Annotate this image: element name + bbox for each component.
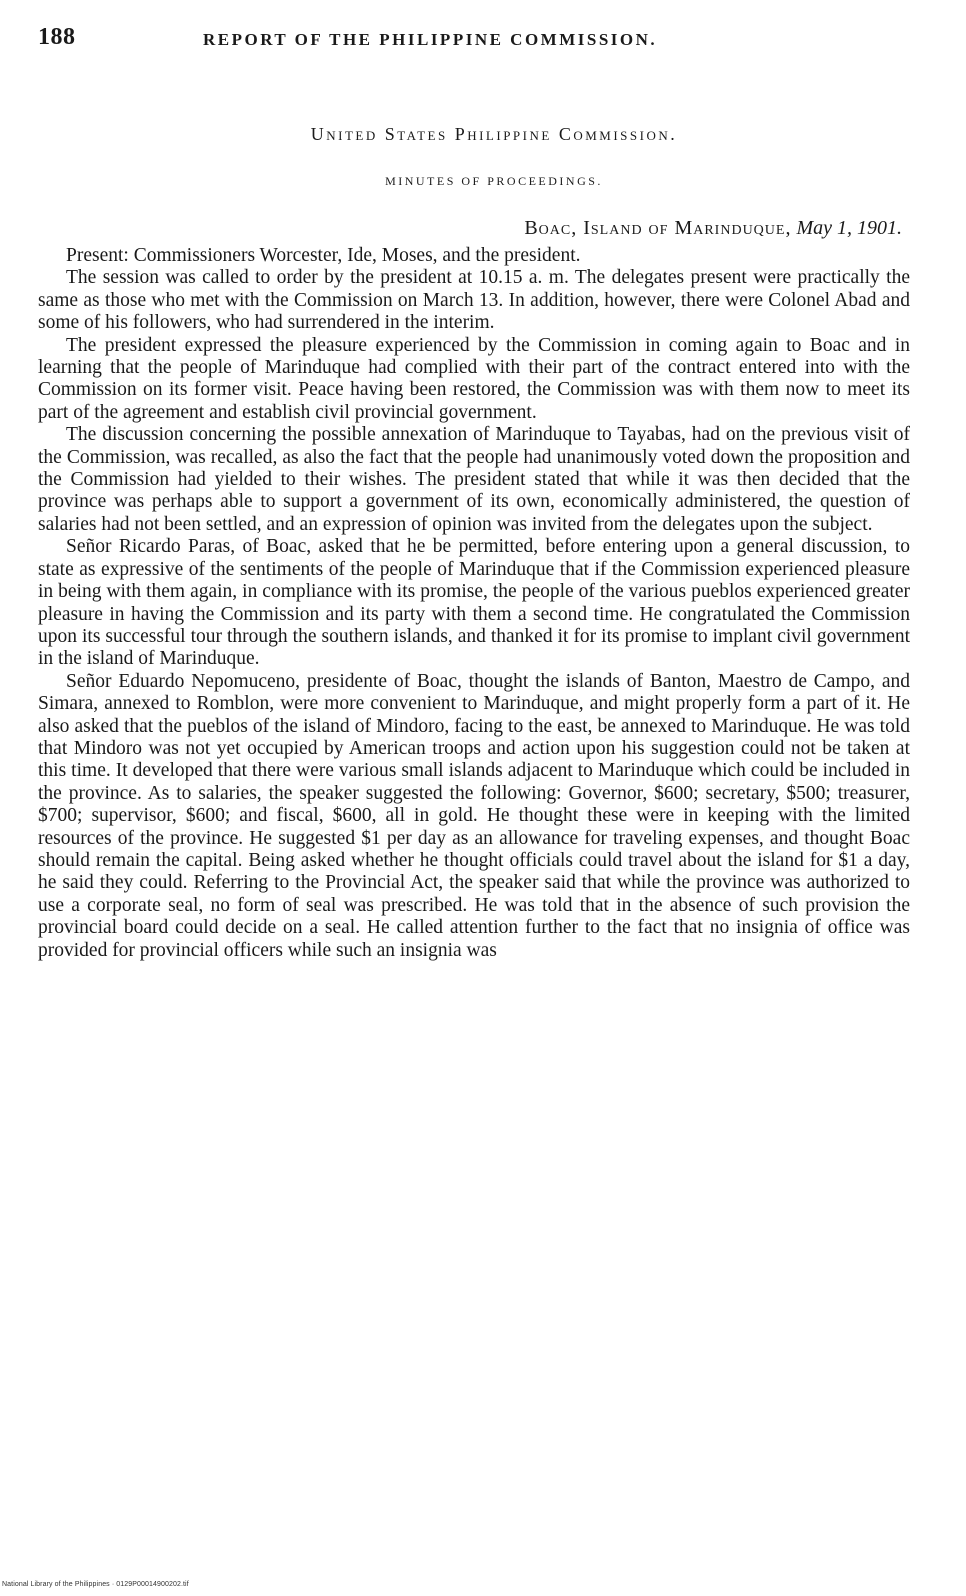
source-note: National Library of the Philippines · 0129P00014900202.tif bbox=[2, 1581, 189, 1588]
page-number: 188 bbox=[38, 24, 76, 50]
paragraph-present: Present: Commissioners Worcester, Ide, Moses, and the president. bbox=[66, 245, 581, 266]
running-title: REPORT OF THE PHILIPPINE COMMISSION. bbox=[203, 30, 658, 49]
body-text bbox=[38, 245, 910, 962]
minutes-title: MINUTES OF PROCEEDINGS. bbox=[385, 174, 603, 188]
paragraph-annexation-discussion: The discussion concerning the possible annexation of Marinduque to Tayabas, had on the previous visit of the Commission, was recalled, as also the fact that the people had unanimously voted down the proposition and the Commission had yielded to their wishes. The president stated that while it was then decided that the province was perhaps able to support a government of its own, economically administered, the question of salaries had not been settled, and an expression of opinion was invited from the delegates upon the subject. bbox=[38, 424, 910, 535]
paragraph-senor-paras: Señor Ricardo Paras, of Boac, asked that he be permitted, before entering upon a general discussion, to state as expressive of the sentiments of the people of Marinduque that if the Commission experienced pleasure in being with them again, in compliance with its promise, the people of the various pueblos experienced greater pleasure in having the Commission and its party with them a second time. He congratulated the Commission upon its successful tour through the southern islands, and thanked it for its promise to implant civil government in the island of Marinduque. bbox=[38, 536, 910, 670]
dateline-place: Boac, Island of Marinduque, bbox=[524, 217, 792, 239]
document-page bbox=[38, 24, 910, 962]
page-header bbox=[38, 24, 910, 68]
paragraph-senor-nepomuceno: Señor Eduardo Nepomuceno, presidente of Boac, thought the islands of Banton, Maestro de Campo, and Simara, annexed to Romblon, were more convenient to Marinduque, and might properly form a part of it. He also asked that the pueblos of the island of Mindoro, facing to the east, be annexed to Marinduque. He was told that Mindoro was not yet occupied by American troops and action upon his suggestion could not be taken at this time. It developed that there were various small islands adjacent to Marinduque which could be included in the province. As to salaries, the speaker suggested the following: Governor, $600; secretary, $500; treasurer, $700; supervisor, $600; and fiscal, $600, all in gold. He thought these were in keeping with the limited resources of the province. He suggested $1 per day as an allowance for traveling expenses, and thought Boac should remain the capital. Being asked whether he thought officials could travel about the island for $1 a day, he said they could. Referring to the Provincial Act, the speaker said that while the province was authorized to use a corporate seal, no form of seal was prescribed. He was told that in the absence of such provision the provincial board could decide on a seal. He called attention further to the fact that no insignia of office was provided for provincial officers while such an insignia was bbox=[38, 670, 910, 961]
paragraph-session-called: The session was called to order by the president at 10.15 a. m. The delegates present were practically the same as those who met with the Commission on March 13. In addition, however, there were Colonel Abad and some of his followers, who had surrendered in the interim. bbox=[38, 267, 910, 334]
dateline bbox=[38, 215, 902, 241]
paragraph-president-pleasure: The president expressed the pleasure experienced by the Commission in coming again to Boac and in learning that the people of Marinduque had complied with their part of the contract entered into with the Commission on its former visit. Peace having been restored, the Commission was with them now to meet its part of the agreement and establish civil provincial government. bbox=[38, 334, 910, 423]
dateline-date: May 1, 1901. bbox=[796, 217, 902, 239]
commission-title: United States Philippine Commission. bbox=[310, 124, 678, 144]
